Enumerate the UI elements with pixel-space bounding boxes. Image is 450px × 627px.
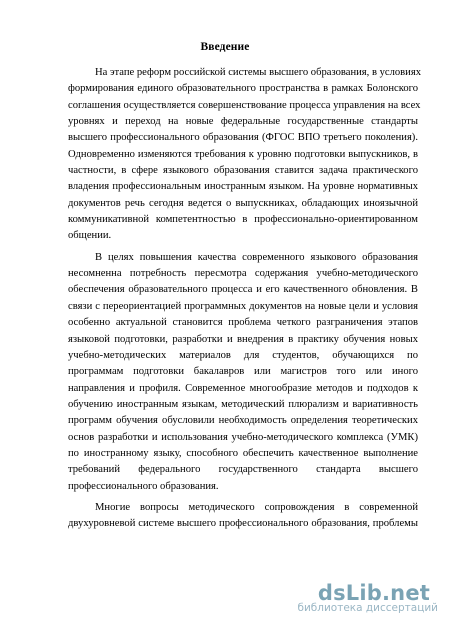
- text-line: частности, в сфере языкового образования ставится задача практического: [68, 165, 418, 177]
- text-line: двухуровневой системе высшего профессионального образования, проблемы: [68, 518, 418, 530]
- text-line: программ обучения обусловили необходимость определения теоретических: [68, 415, 418, 427]
- text-line: языковой подготовки, разработки и внедрения в практику обучения новых: [68, 333, 418, 345]
- watermark-subtitle: библиотека диссертаций: [297, 602, 438, 614]
- text-line: общении.: [68, 230, 112, 242]
- text-line: профессионального образования.: [68, 480, 219, 492]
- text-line: владения профессиональным иностранным языком. На уровне нормативных: [68, 181, 418, 193]
- text-line: На этапе реформ российской системы высшего образования, в условиях: [95, 67, 422, 78]
- text-line: обучению иностранным языкам, методический плюрализм и вариативность: [68, 398, 418, 410]
- text-line: обеспечения образовательного процесса и его качественного обновления. В: [68, 284, 418, 296]
- page-title: Введение: [200, 41, 250, 53]
- watermark-logo: dsLib.net: [317, 581, 430, 605]
- text-line: Многие вопросы методического сопровождения в современной: [95, 501, 418, 513]
- text-line: несомненна потребность пересмотра содержания учебно-методического: [68, 268, 418, 280]
- text-line: коммуникативной компетентностью в профессионально-ориентированном: [68, 214, 418, 226]
- text-line: учебно-методических материалов для студентов, обучающихся по: [68, 349, 418, 361]
- text-line: формирования единого образовательного пространства в рамках Болонского: [68, 83, 418, 95]
- text-line: документов речь сегодня ведется о выпускниках, обладающих иноязычной: [68, 197, 418, 209]
- text-line: основ разработки и использования учебно-методического комплекса (УМК): [68, 431, 418, 443]
- text-line: связи с переориентацией программных документов на новые цели и условия: [68, 300, 418, 312]
- text-line: программам подготовки бакалавров или магистров того или иного: [68, 366, 418, 378]
- text-line: направления и профиля. Современное многообразие методов и подходов к: [68, 382, 418, 394]
- text-line: В целях повышения качества современного языкового образования: [95, 251, 418, 263]
- text-line: требований федерального государственного стандарта высшего: [68, 464, 418, 476]
- text-line: соглашения осуществляется совершенствование процесса управления на всех: [68, 99, 421, 111]
- text-line: особенно актуальной становится проблема четкого разграничения этапов: [68, 317, 418, 329]
- text-line: Одновременно изменяются требования к уровню подготовки выпускников, в: [68, 148, 418, 160]
- body-text: [68, 65, 422, 533]
- text-line: уровнях и переход на новые федеральные государственные стандарты: [68, 116, 418, 128]
- text-line: по иностранному языку, способного обеспечить качественное выполнение: [68, 447, 418, 459]
- watermark: [258, 581, 438, 617]
- text-line: высшего профессионального образования (ФГОС ВПО третьего поколения).: [68, 132, 418, 144]
